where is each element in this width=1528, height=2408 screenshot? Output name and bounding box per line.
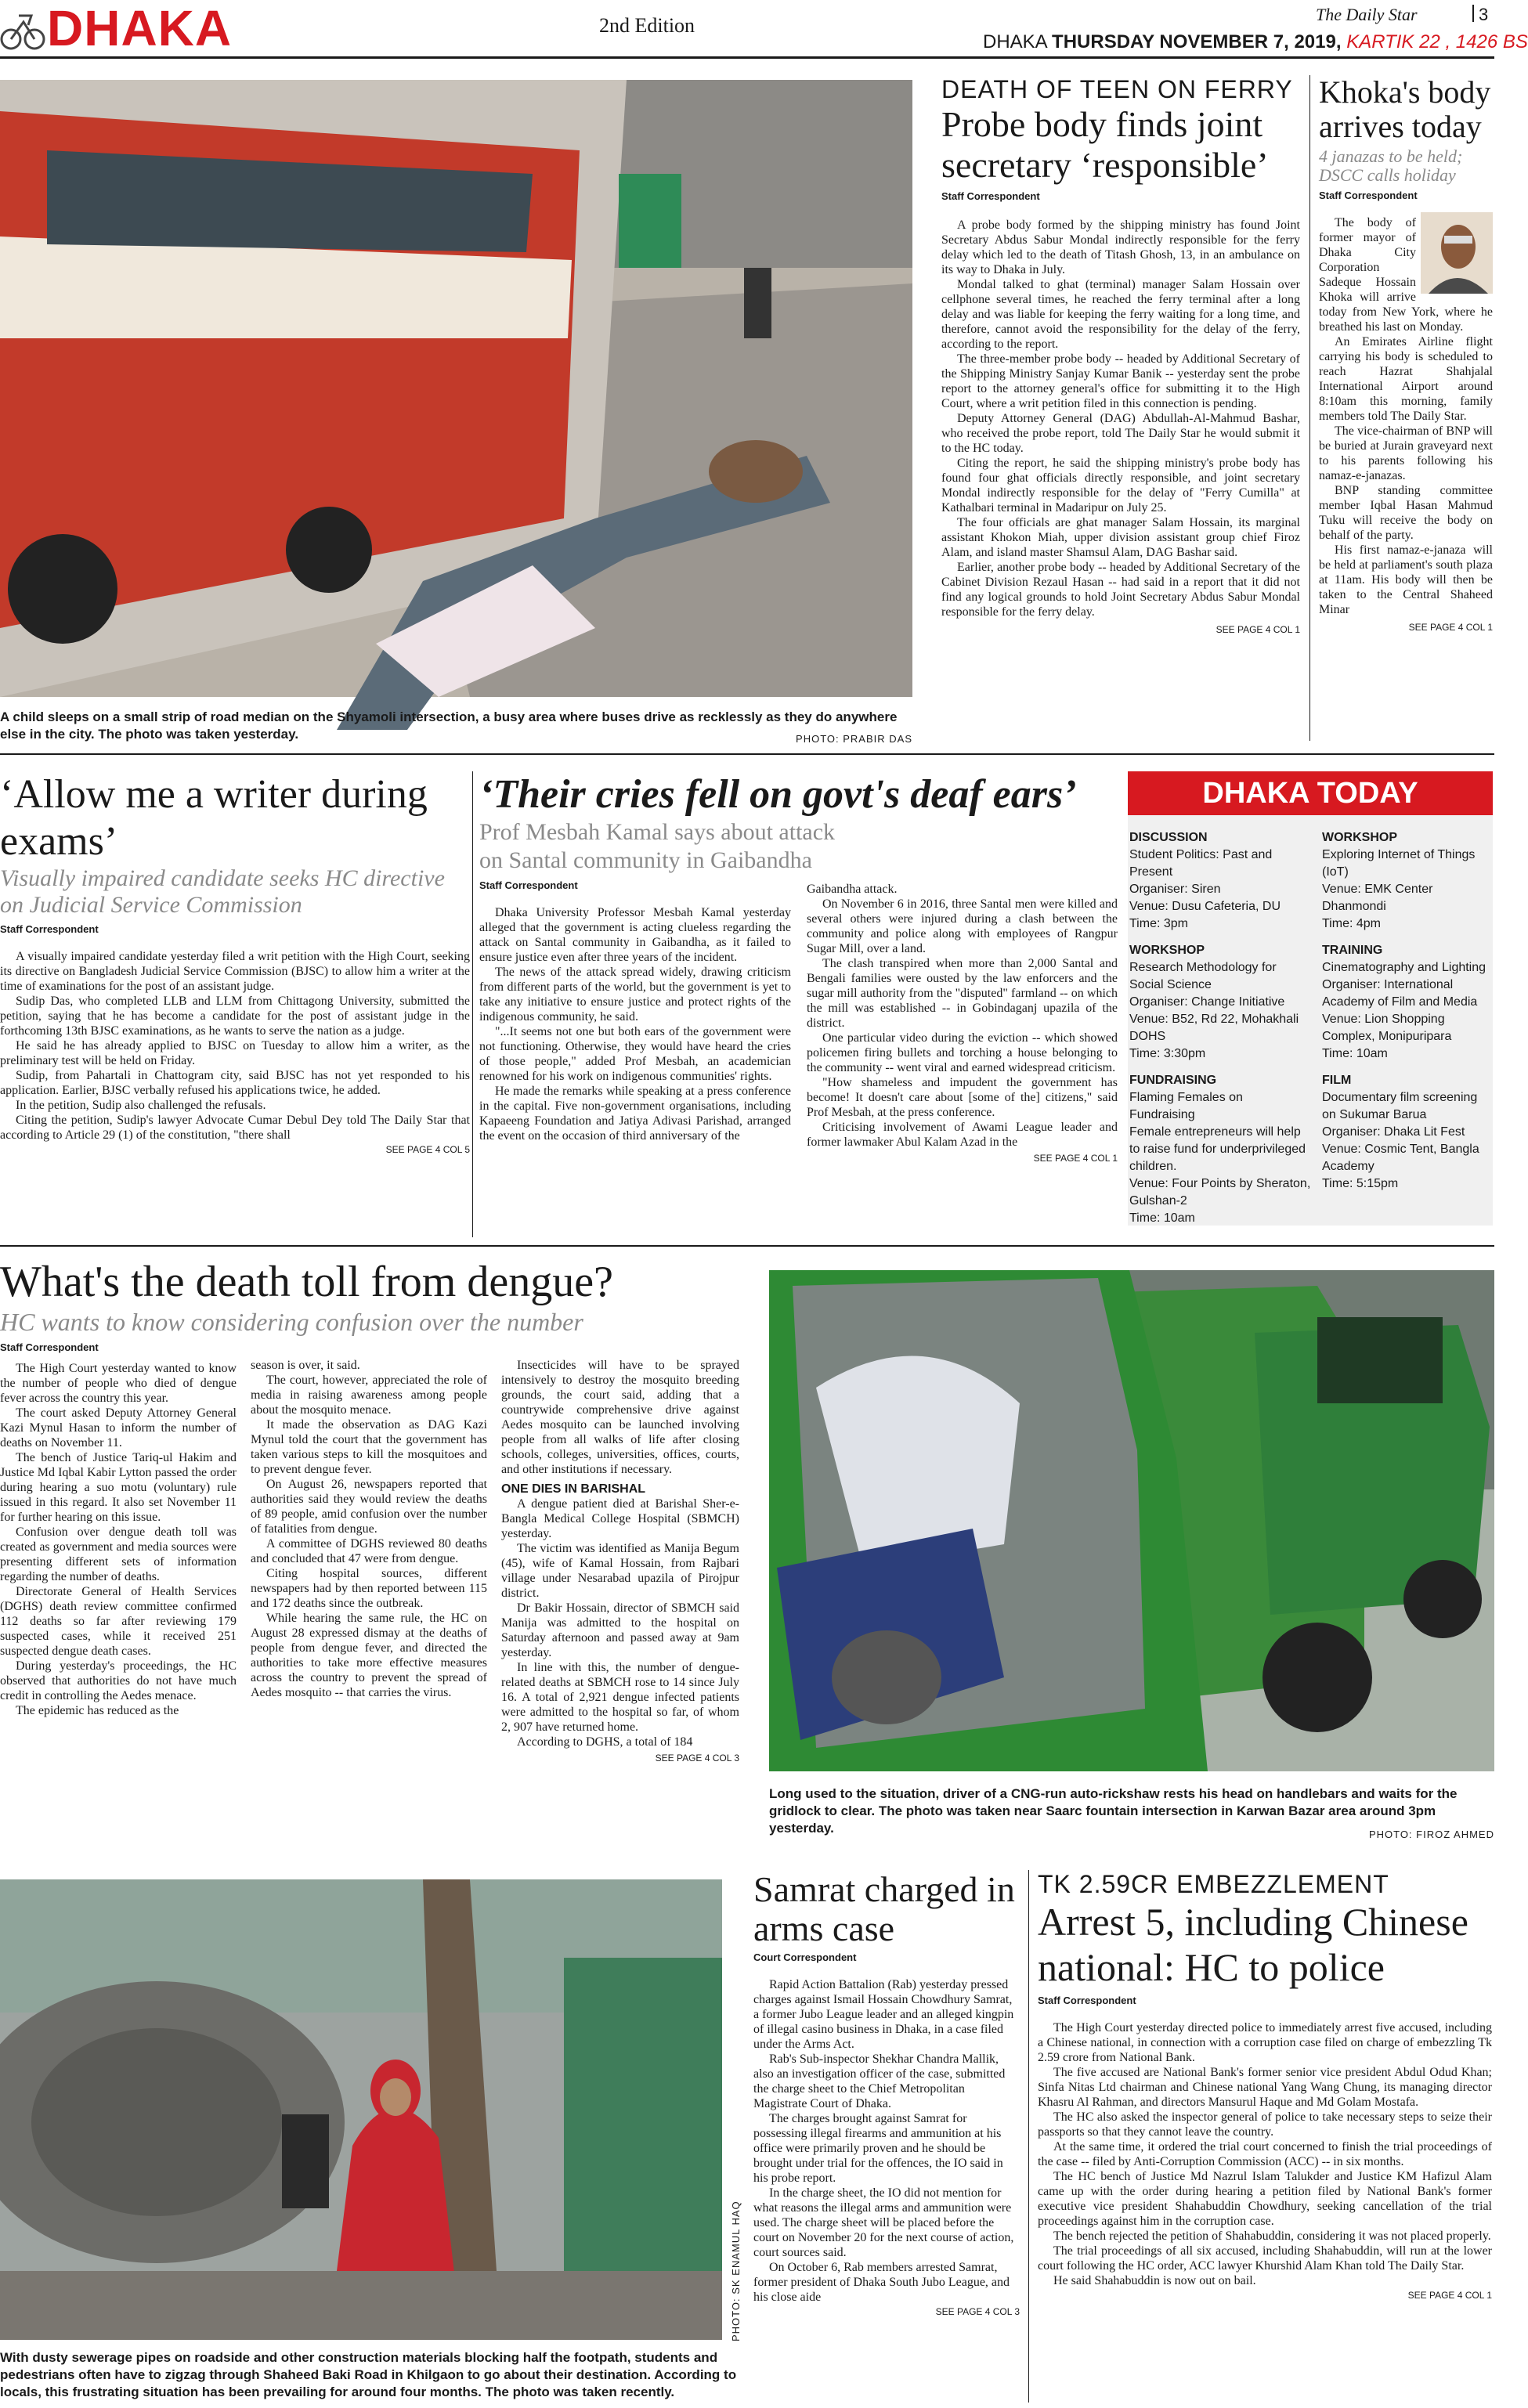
paragraph: The victim was identified as Manija Begum (45), wife of Kamal Hossain, from Rajbari village under Nesarabad upazila of Pirojpur district. bbox=[501, 1542, 739, 1600]
event-line: Venue: Four Points by Sheraton, Gulshan-2 bbox=[1129, 1177, 1311, 1208]
paragraph: He said he has already applied to BJSC on Tuesday to allow him a writer, as the preliminary test will be held on Friday. bbox=[0, 1039, 470, 1067]
paragraph: At the same time, it ordered the trial court concerned to finish the trial proceedings of the case -- filed by Anti-Corruption Commission (ACC) -- in six months. bbox=[1038, 2140, 1492, 2168]
khoka-headline: Khoka's body arrives today bbox=[1319, 74, 1491, 144]
paragraph: "How shameless and impudent the government has become! It doesn't care about [some of the] citizens," said Prof Mesbah, at the press conference. bbox=[807, 1076, 1118, 1119]
event-line: Organiser: Change Initiative bbox=[1129, 995, 1285, 1009]
arrest-headline: Arrest 5, including Chinese national: HC to police bbox=[1038, 1900, 1468, 1989]
edition-label: 2nd Edition bbox=[599, 14, 695, 37]
paragraph: In the petition, Sudip also challenged the refusals. bbox=[16, 1099, 266, 1112]
writer-see-page: SEE PAGE 4 COL 5 bbox=[385, 1144, 470, 1155]
dengue-subhead: HC wants to know considering confusion over the number bbox=[0, 1308, 583, 1336]
masthead-logo bbox=[0, 0, 313, 56]
paragraph: Rab's Sub-inspector Shekhar Chandra Mallik, also an investigation officer of the case, submitted the charge sheet to the Chief Metropolitan Magistrate Court of Dhaka. bbox=[753, 2052, 1006, 2110]
paragraph: According to DGHS, a total of 184 bbox=[517, 1735, 693, 1749]
event-line: Venue: B52, Rd 22, Mohakhali DOHS bbox=[1129, 1013, 1299, 1043]
event-category: WORKSHOP bbox=[1322, 831, 1397, 844]
column-rule bbox=[472, 771, 473, 1237]
arrest-byline: Staff Correspondent bbox=[1038, 1995, 1136, 2006]
arrest-story bbox=[1038, 1870, 1492, 2301]
paragraph: A visually impaired candidate yesterday filed a writ petition with the High Court, seeking its directive on Bangladesh Judicial Service Commission (BJSC) to allow him a writer at the time of examinations for the post of an assistant judge. bbox=[0, 950, 470, 993]
event-line: Dhanmondi bbox=[1322, 900, 1386, 913]
dhaka-today-columns bbox=[1128, 815, 1493, 1227]
paragraph: "...It seems not one but both ears of the government were not functioning. Otherwise, they would have heard the cries of those people," added Prof Mesbah, an academician renowned for his work on indigenous communities' rights. bbox=[479, 1025, 791, 1083]
arrest-body bbox=[1038, 2020, 1492, 2288]
column-rule bbox=[1028, 1870, 1029, 2403]
paragraph: Confusion over dengue death toll was created as government and media sources were presenting different sets of information regarding the number of deaths. bbox=[0, 1525, 237, 1583]
dengue-col-2 bbox=[251, 1358, 487, 1700]
paragraph: The court asked Deputy Attorney General Kazi Mynul Hasan to inform the number of deaths on November 11. bbox=[0, 1406, 237, 1449]
paragraph: Citing the petition, Sudip's lawyer Advocate Cumar Debul Dey told The Daily Star that according to Article 29 (1) of the constitution, "there shall bbox=[0, 1114, 470, 1142]
writer-story bbox=[0, 771, 470, 1155]
ferry-kicker: DEATH OF TEEN ON FERRY bbox=[941, 75, 1293, 103]
khoka-see-page: SEE PAGE 4 COL 1 bbox=[1408, 622, 1493, 633]
santal-col-1 bbox=[479, 905, 791, 1166]
ferry-headline: Probe body finds joint secretary ‘responsible’ bbox=[941, 104, 1269, 185]
dhaka-today-left bbox=[1129, 829, 1311, 1227]
paragraph: An Emirates Airline flight carrying his body is scheduled to reach Hazrat Shahjalal International Airport around 8:10am this morning, family members told The Daily Star. bbox=[1319, 335, 1493, 423]
paragraph: Insecticides will have to be sprayed intensively to destroy the mosquito breeding grounds, the court said, adding that a countrywide comprehensive drive against Aedes mosquito can be launched involving people from all walks of life after closing schools, colleges, universities, offices, courts, and other institutions if necessary. bbox=[501, 1359, 739, 1476]
khoka-portrait bbox=[1421, 212, 1493, 294]
paragraph: Mondal talked to ghat (terminal) manager Salam Hossain over cellphone several times, he reached the ferry terminal after a long delay and was liable for keeping the ferry waiting for a long time, and therefore, cannot avoid the responsibility for the delay of the ferry, according to the report. bbox=[941, 278, 1300, 351]
paragraph: On November 6 in 2016, three Santal men were killed and several others were injured during a clash between the community and police along with employees of Rangpur Sugar Mill, over a land. bbox=[807, 897, 1118, 955]
paragraph: In line with this, the number of dengue-related deaths at SBMCH rose to 14 since July 16. A total of 2,921 dengue infected patients were admitted to the hospital so far, of whom 2, 907 have returned home. bbox=[501, 1661, 739, 1734]
santal-story bbox=[479, 771, 1118, 1166]
writer-subhead: Visually impaired candidate seeks HC directive on Judicial Service Commission bbox=[0, 865, 445, 918]
event-line: Time: 3:30pm bbox=[1129, 1047, 1206, 1060]
paragraph: The court, however, appreciated the role of media in raising awareness among people about the mosquito menace. bbox=[251, 1374, 487, 1417]
paragraph: Dhaka University Professor Mesbah Kamal yesterday alleged that the government is acting clueless regarding the attack on Santal community in Gaibandha, as it failed to ensure justice even after three years of the incident. bbox=[479, 906, 791, 964]
paragraph: His first namaz-e-janaza will be held at parliament's south plaza at 11am. His body will then be taken to the Central Shaheed Minar bbox=[1319, 543, 1493, 616]
column-rule bbox=[1309, 75, 1310, 741]
page-number bbox=[1472, 5, 1488, 25]
paragraph: The trial proceedings of all six accused, including Shahabuddin, will run at the lower court following the HC order, ACC lawyer Khurshid Alam Khan told The Daily Star. bbox=[1038, 2244, 1492, 2273]
event-line: Venue: EMK Center bbox=[1322, 883, 1433, 896]
ferry-story bbox=[941, 75, 1300, 635]
dateline bbox=[983, 31, 1528, 53]
section-divider bbox=[0, 753, 1494, 755]
paragraph: The five accused are National Bank's former senior vice president Abdul Odud Khan; Sinfa Nitas Ltd chairman and Chinese national Yang Wang Chung, its managing director Khasru Al Rahman, and directors Mansurul Haque and Md Golam Mostafa. bbox=[1038, 2066, 1492, 2109]
event-line: Organiser: Siren bbox=[1129, 883, 1221, 896]
cng-photo-credit: PHOTO: FIROZ AHMED bbox=[1368, 1829, 1494, 1840]
paragraph: Sudip Das, who completed LLB and LLM from Chittagong University, submitted the petition, saying that he has become a candidate for the post of assistant judge in the forthcoming 13th BJSC examinations, as he wants to serve the nation as a judge. bbox=[0, 995, 470, 1038]
paragraph: season is over, it said. bbox=[251, 1359, 360, 1372]
paragraph: Citing the report, he said the shipping ministry's probe body has found four ghat officials directly responsible, and joint secretary Mondal indirectly responsible for the delay of "Ferry Cumilla" at Kathalbari terminal in Madaripur on July 25. bbox=[941, 457, 1300, 514]
paragraph: The High Court yesterday directed police to immediately arrest five accused, including a Chinese national, in connection with a corruption case filed on charge of embezzling Tk 2.59 crore from National Bank. bbox=[1038, 2021, 1492, 2064]
event-line: Time: 3pm bbox=[1129, 917, 1188, 930]
section-divider bbox=[0, 1245, 1494, 1247]
paragraph: A dengue patient died at Barishal Sher-e-Bangla Medical College Hospital (SBMCH) yesterday. bbox=[501, 1497, 739, 1540]
dengue-crosshead: ONE DIES IN BARISHAL bbox=[501, 1482, 646, 1496]
footpath-credit-wrapper bbox=[730, 2200, 746, 2341]
top-photo-caption: A child sleeps on a small strip of road median on the Shyamoli intersection, a busy area where buses drive as recklessly as they do anywhere else in the city. The photo was taken yesterday. bbox=[0, 709, 898, 742]
event-line: Time: 10am bbox=[1129, 1211, 1195, 1225]
arrest-kicker: TK 2.59CR EMBEZZLEMENT bbox=[1038, 1870, 1389, 1898]
event-category: FILM bbox=[1322, 1074, 1352, 1087]
writer-headline: ‘Allow me a writer during exams’ bbox=[0, 772, 428, 864]
footpath-photo-caption: With dusty sewerage pipes on roadside and other construction materials blocking half the footpath, students and pedestrians often have to zigzag through Shaheed Baki Road in Khilgaon to go about their destination. According to locals, this frustrating situation has been prevailing for around four months. The photo was taken recently. bbox=[0, 2350, 737, 2399]
santal-byline: Staff Correspondent bbox=[479, 879, 578, 891]
paragraph: He made the remarks while speaking at a press conference in the capital. Five non-government organisations, including Kapaeeng Foundation and Jatiya Adivasi Parishad, arranged the event on the occasion of third anniversary of the bbox=[479, 1085, 791, 1143]
paragraph: The body of former mayor of Dhaka City Corporation Sadeque Hossain Khoka will arrive today from New York, where he breathed his last on Monday. bbox=[1319, 216, 1493, 334]
paragraph: In the charge sheet, the IO did not mention for what reasons the illegal arms and ammunition were used. The charge sheet will be placed before the court on November 20 for the next course of action, court sources said. bbox=[753, 2186, 1014, 2259]
brand-name: The Daily Star bbox=[1316, 5, 1418, 24]
paragraph: Sudip, from Pahartali in Chattogram city, said BJSC has not yet responded to his application. Earlier, BJSC verbally refused his applications twice, he added. bbox=[0, 1069, 470, 1097]
section-title: DHAKA bbox=[47, 0, 233, 56]
rickshaw-icon bbox=[0, 5, 45, 52]
dhaka-today-right bbox=[1322, 829, 1486, 1227]
paragraph: The bench of Justice Tariq-ul Hakim and Justice Md Iqbal Kabir Lytton passed the order during hearing a suo motu (voluntary) rule issued in this regard. It also set November 11 for further hearing on this issue. bbox=[0, 1451, 237, 1524]
santal-headline: ‘Their cries fell on govt's deaf ears’ bbox=[479, 772, 1077, 817]
paragraph: A committee of DGHS reviewed 80 deaths and concluded that 47 were from dengue. bbox=[251, 1537, 487, 1565]
event-line: Venue: Lion Shopping Complex, Monipuripara bbox=[1322, 1013, 1452, 1043]
event-line: Female entrepreneurs will help to raise fund for underprivileged children. bbox=[1129, 1125, 1306, 1173]
paragraph: The news of the attack spread widely, drawing criticism from different parts of the world, but the government is yet to take any initiative to ensure justice and protect rights of the indigenous community, he said. bbox=[479, 966, 791, 1023]
paragraph: Criticising involvement of Awami League leader and former lawmaker Abul Kalam Azad in the bbox=[807, 1121, 1118, 1149]
paragraph: It made the observation as DAG Kazi Mynul told the court that the government has taken various steps to kill the mosquitoes and to prevent dengue fever. bbox=[251, 1418, 487, 1476]
paragraph: The four officials are ghat manager Salam Hossain, its marginal assistant Khokon Miah, upper division assistant group chief Firoz Alam, and island master Shamsul Alam, DAG Bashar said. bbox=[941, 516, 1300, 559]
dhaka-today-title: DHAKA TODAY bbox=[1128, 771, 1493, 815]
dengue-byline: Staff Correspondent bbox=[0, 1341, 99, 1353]
event-category: DISCUSSION bbox=[1129, 831, 1208, 844]
paragraph: The vice-chairman of BNP will be buried at Jurain graveyard next to his parents following his namaz-e-janazas. bbox=[1319, 424, 1493, 482]
paragraph: While hearing the same rule, the HC on August 28 expressed dismay at the deaths of people from dengue fever, and directed the authorities to take more effective measures across the country to prevent the spread of Aedes mosquito -- that carries the virus. bbox=[251, 1612, 487, 1699]
paragraph: Citing hospital sources, different newspapers had by then reported between 115 and 172 deaths since the outbreak. bbox=[251, 1567, 487, 1610]
event-line: Venue: Dusu Cafeteria, DU bbox=[1129, 900, 1281, 913]
top-photo bbox=[0, 80, 912, 697]
dateline-bangla: KARTIK 22 , 1426 BS bbox=[1346, 31, 1528, 52]
paragraph: Dr Bakir Hossain, director of SBMCH said Manija was admitted to the hospital on Saturday afternoon and passed away at 9am yesterday. bbox=[501, 1601, 739, 1659]
paragraph: The three-member probe body -- headed by Additional Secretary of the Shipping Ministry Sanjay Kumar Banik -- yesterday sent the probe report to the attorney general's office for submitting it to the High Court, where a writ petition filed in this connection is pending. bbox=[941, 352, 1300, 410]
page-number-value: 3 bbox=[1479, 5, 1489, 24]
paragraph: Earlier, another probe body -- headed by Additional Secretary of the Cabinet Division Rezaul Hasan -- had said in a report that it did not find any logical grounds to hold Joint Secretary Abdus Sabur Mondal responsible for the ferry delay. bbox=[941, 561, 1300, 619]
paragraph: Gaibandha attack. bbox=[807, 883, 898, 896]
top-photo-credit: PHOTO: PRABIR DAS bbox=[796, 733, 912, 745]
samrat-see-page: SEE PAGE 4 COL 3 bbox=[935, 2306, 1020, 2317]
cng-photo bbox=[769, 1270, 1494, 1771]
paragraph: Directorate General of Health Services (DGHS) death review committee confirmed 112 deaths so far after reviewing 179 suspected cases, while it received 251 suspected dengue death cases. bbox=[0, 1585, 237, 1658]
ferry-see-page: SEE PAGE 4 COL 1 bbox=[1216, 624, 1300, 635]
event-line: Flaming Females on Fundraising bbox=[1129, 1091, 1243, 1121]
samrat-byline: Court Correspondent bbox=[753, 1951, 857, 1963]
event-line: Time: 5:15pm bbox=[1322, 1177, 1399, 1190]
event-line: Research Methodology for Social Science bbox=[1129, 961, 1277, 991]
samrat-headline: Samrat charged in arms case bbox=[753, 1869, 1015, 1948]
event-line: Venue: Cosmic Tent, Bangla Academy bbox=[1322, 1143, 1479, 1173]
paragraph: Deputy Attorney General (DAG) Abdullah-Al-Mahmud Bashar, who received the probe report, told The Daily Star he would submit it to the HC today. bbox=[941, 412, 1300, 455]
ferry-byline: Staff Correspondent bbox=[941, 190, 1040, 202]
khoka-story bbox=[1319, 75, 1493, 633]
writer-body bbox=[0, 949, 470, 1143]
paragraph: The charges brought against Samrat for possessing illegal firearms and ammunition at his office were primarily proven and he should be brought under trial for the offences, the IO said in his probe report. bbox=[753, 2112, 1003, 2185]
khoka-subhead: 4 janazas to be held; DSCC calls holiday bbox=[1319, 146, 1463, 185]
dengue-col-3 bbox=[501, 1358, 739, 1766]
santal-subhead: Prof Mesbah Kamal says about attack on Santal community in Gaibandha bbox=[479, 819, 836, 873]
event-category: TRAINING bbox=[1322, 944, 1383, 957]
dengue-see-page: SEE PAGE 4 COL 3 bbox=[655, 1753, 739, 1764]
paragraph: The HC also asked the inspector general of police to take necessary steps to seize their passports so that they cannot leave the country. bbox=[1038, 2110, 1492, 2139]
event-category: FUNDRAISING bbox=[1129, 1074, 1217, 1087]
writer-byline: Staff Correspondent bbox=[0, 923, 99, 935]
cng-photo-caption: Long used to the situation, driver of a CNG-run auto-rickshaw rests his head on handlebars and waits for the gridlock to clear. The photo was taken near Saarc fountain intersection in Karwan Bazar area around 3pm yesterday. bbox=[769, 1786, 1458, 1836]
event-line: Time: 4pm bbox=[1322, 917, 1381, 930]
event-line: Exploring Internet of Things (IoT) bbox=[1322, 848, 1476, 879]
paragraph: On August 26, newspapers reported that authorities said they would review the deaths of 89 people, amid confusion over the number of fatalities from dengue. bbox=[251, 1478, 487, 1536]
dateline-city: DHAKA bbox=[983, 31, 1047, 52]
event-line: Documentary film screening on Sukumar Barua bbox=[1322, 1091, 1478, 1121]
dateline-date: THURSDAY NOVEMBER 7, 2019, bbox=[1052, 31, 1342, 52]
dengue-story bbox=[0, 1257, 760, 1353]
event-line: Organiser: Dhaka Lit Fest bbox=[1322, 1125, 1465, 1139]
paragraph: The HC bench of Justice Md Nazrul Islam Talukder and Justice KM Hafizul Alam came up with the order during hearing a petition filed by National Bank's former executive vice president Shahabuddin Chowdhury, seeking cancellation of the trial proceedings against him in the corruption case. bbox=[1038, 2170, 1492, 2228]
masthead-rule bbox=[0, 56, 1494, 59]
paragraph: On October 6, Rab members arrested Samrat, former president of Dhaka South Jubo League, and his close aide bbox=[753, 2261, 1010, 2304]
event-category: WORKSHOP bbox=[1129, 944, 1205, 957]
samrat-body bbox=[753, 1977, 1020, 2305]
footpath-photo bbox=[0, 1879, 722, 2340]
khoka-byline: Staff Correspondent bbox=[1319, 190, 1418, 201]
paragraph: The clash transpired when more than 2,000 Santal and Bengali families were ousted by the law enforcers and the sugar mill authority from the "disputed" farmland -- on which the mill was established -- in Gobindaganj upazila of the district. bbox=[807, 957, 1118, 1030]
paragraph: The epidemic has reduced as the bbox=[16, 1704, 179, 1717]
santal-see-page: SEE PAGE 4 COL 1 bbox=[1033, 1153, 1118, 1164]
paragraph: One particular video during the eviction -- which showed policemen firing bullets and torching a house belonging to the community -- went viral and earned widespread criticism. bbox=[807, 1031, 1118, 1074]
event-line: Cinematography and Lighting bbox=[1322, 961, 1486, 974]
paragraph: A probe body formed by the shipping ministry has found Joint Secretary Abdus Sabur Mondal indirectly responsible for the ferry delay which led to the death of Titash Ghosh, 13, in an ambulance on its way to Dhaka in July. bbox=[941, 218, 1300, 276]
samrat-story bbox=[753, 1870, 1020, 2317]
ferry-body bbox=[941, 218, 1300, 619]
event-line: Time: 10am bbox=[1322, 1047, 1388, 1060]
dhaka-today-panel bbox=[1128, 771, 1493, 1226]
paragraph: The High Court yesterday wanted to know the number of people who died of dengue fever across the country this year. bbox=[0, 1362, 237, 1405]
dengue-headline: What's the death toll from dengue? bbox=[0, 1258, 613, 1306]
event-line: Organiser: International Academy of Film and Media bbox=[1322, 978, 1478, 1009]
santal-col-2 bbox=[807, 882, 1118, 1166]
paragraph: He said Shahabuddin is now out on bail. bbox=[1053, 2274, 1256, 2287]
footpath-photo-credit: PHOTO: SK ENAMUL HAQ bbox=[730, 2200, 742, 2341]
paragraph: Rapid Action Battalion (Rab) yesterday pressed charges against Ismail Hossain Chowdhury Samrat, a former Jubo League leader and an alleged kingpin of illegal casino business in Dhaka, in a case filed under the Arms Act. bbox=[753, 1978, 1014, 2051]
event-line: Student Politics: Past and Present bbox=[1129, 848, 1273, 879]
dengue-col-1 bbox=[0, 1361, 237, 1718]
arrest-see-page: SEE PAGE 4 COL 1 bbox=[1407, 2290, 1492, 2301]
paragraph: BNP standing committee member Iqbal Hasan Mahmud Tuku will receive the body on behalf of the party. bbox=[1319, 484, 1493, 542]
paragraph: During yesterday's proceedings, the HC observed that authorities do not have much credit in controlling the Aedes menace. bbox=[0, 1659, 237, 1702]
paragraph: The bench rejected the petition of Shahabuddin, considering it was not placed properly. bbox=[1053, 2229, 1491, 2243]
